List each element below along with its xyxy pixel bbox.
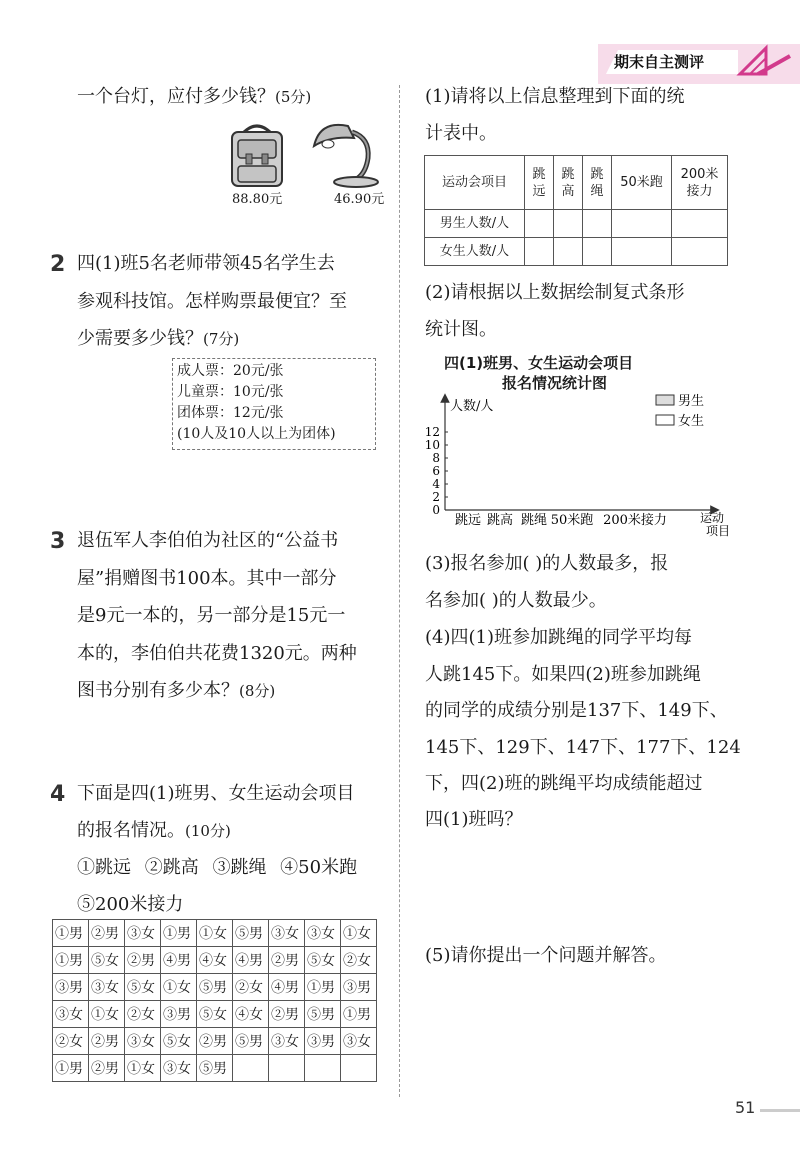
raw-cell: ②男 (269, 1001, 305, 1028)
x-category-label: 跳远 (454, 513, 482, 528)
raw-cell: ③女 (269, 1028, 305, 1055)
stat-row-boys: 男生人数/人 (425, 210, 525, 238)
raw-cell: ⑤男 (233, 920, 269, 947)
q3-text-5: 图书分别有多少本？ (77, 680, 239, 701)
stat-cell[interactable] (612, 238, 672, 266)
q4-number: 4 (50, 782, 66, 807)
q4-score: (10分) (185, 822, 231, 840)
y-axis-label: 人数/人 (450, 399, 494, 414)
stat-cell[interactable] (525, 238, 554, 266)
q2-score: (7分) (203, 330, 240, 348)
y-tick-label: 6 (432, 464, 440, 478)
q2-number: 2 (50, 252, 66, 277)
q3-line-4: 本的，李伯伯共花费1320元。两种 (77, 643, 357, 664)
x-category-label: 200米接力 (603, 513, 667, 528)
page-number: 51 (735, 1098, 756, 1117)
raw-cell: ②女 (125, 1001, 161, 1028)
stat-header-50m: 50米跑 (612, 156, 672, 210)
price-lamp: 46.90元 (334, 192, 385, 207)
q3-line-5 (77, 672, 275, 710)
raw-cell: ③男 (341, 974, 377, 1001)
q1-text: 一个台灯，应付多少钱？ (77, 86, 275, 107)
raw-cell: ③女 (89, 974, 125, 1001)
raw-cell: ①女 (197, 920, 233, 947)
raw-cell: ③女 (161, 1055, 197, 1082)
ticket-child: 儿童票：10元/张 (177, 384, 284, 400)
p4-line-5: 下，四(2)班的跳绳平均成绩能超过 (425, 773, 703, 794)
statistics-table (424, 155, 728, 266)
ticket-adult: 成人票：20元/张 (177, 363, 284, 379)
stat-cell[interactable] (525, 210, 554, 238)
raw-cell: ⑤男 (197, 974, 233, 1001)
p2-line-2: 统计图。 (425, 319, 497, 340)
raw-cell: ②男 (197, 1028, 233, 1055)
q4-items-1: ①跳远 ②跳高 ③跳绳 ④50米跑 (77, 857, 358, 878)
raw-cell: ③女 (305, 920, 341, 947)
x-axis-label-2: 项目 (706, 524, 731, 538)
y-tick-label: 12 (424, 425, 440, 439)
raw-cell: ①男 (53, 1055, 89, 1082)
raw-cell: ①女 (161, 974, 197, 1001)
chart-title-2: 报名情况统计图 (502, 374, 608, 392)
x-category-label: 50米跑 (550, 513, 594, 528)
raw-cell: ⑤女 (125, 974, 161, 1001)
raw-cell: ①女 (125, 1055, 161, 1082)
raw-cell: ③女 (125, 1028, 161, 1055)
ticket-group: 团体票：12元/张 (177, 405, 284, 421)
raw-cell: ④男 (161, 947, 197, 974)
raw-cell: ①男 (53, 920, 89, 947)
q3-score: (8分) (239, 682, 276, 700)
p4-line-6: 四(1)班吗？ (425, 809, 523, 830)
stat-cell[interactable] (672, 210, 728, 238)
chart-title-1: 四(1)班男、女生运动会项目 (444, 354, 634, 372)
raw-cell: ①男 (341, 1001, 377, 1028)
raw-row (53, 920, 377, 947)
q1-score: (5分) (275, 88, 312, 106)
raw-cell: ③女 (125, 920, 161, 947)
raw-cell: ①男 (161, 920, 197, 947)
raw-cell (269, 1055, 305, 1082)
y-tick-label: 2 (432, 490, 440, 504)
raw-cell: ③男 (161, 1001, 197, 1028)
raw-cell: ⑤女 (161, 1028, 197, 1055)
q3-number: 3 (50, 529, 66, 554)
y-tick-label: 0 (432, 503, 440, 517)
p4-line-1: (4)四(1)班参加跳绳的同学平均每 (425, 627, 692, 648)
legend-swatch-boys (656, 395, 674, 405)
raw-data-table (52, 919, 377, 1082)
q2-line-1: 四(1)班5名老师带领45名学生去 (77, 253, 335, 274)
ticket-price-box (172, 358, 376, 450)
stat-header-200m: 200米 接力 (672, 156, 728, 210)
raw-cell: ⑤男 (305, 1001, 341, 1028)
stat-row-girls: 女生人数/人 (425, 238, 525, 266)
raw-row (53, 947, 377, 974)
q3-line-2: 屋”捐赠图书100本。其中一部分 (77, 568, 337, 589)
raw-cell (305, 1055, 341, 1082)
raw-cell: ⑤男 (233, 1028, 269, 1055)
stat-cell[interactable] (672, 238, 728, 266)
p2-line-1: (2)请根据以上数据绘制复式条形 (425, 282, 685, 303)
legend-swatch-girls (656, 415, 674, 425)
q3-line-1: 退伍军人李伯伯为社区的“公益书 (77, 530, 339, 551)
stat-header-high-jump: 跳 高 (554, 156, 583, 210)
stat-cell[interactable] (612, 210, 672, 238)
p1-line-1: (1)请将以上信息整理到下面的统 (425, 86, 685, 107)
q4-text-2: 的报名情况。 (77, 820, 185, 841)
raw-cell: ②女 (53, 1028, 89, 1055)
p4-line-4: 145下、129下、147下、177下、124 (425, 737, 741, 758)
raw-cell: ①女 (341, 920, 377, 947)
price-bag: 88.80元 (232, 192, 283, 207)
raw-row (53, 1001, 377, 1028)
raw-cell: ④女 (197, 947, 233, 974)
raw-cell: ③女 (341, 1028, 377, 1055)
ruler-triangle-icon (736, 44, 796, 78)
raw-cell: ④女 (233, 1001, 269, 1028)
x-category-label: 跳高 (486, 513, 514, 528)
stat-cell[interactable] (554, 210, 583, 238)
raw-cell (341, 1055, 377, 1082)
legend-label-girls: 女生 (678, 414, 705, 429)
p5-line: (5)请你提出一个问题并解答。 (425, 945, 667, 966)
raw-cell: ④男 (233, 947, 269, 974)
schoolbag-icon (222, 120, 292, 190)
stat-header-long-jump: 跳 远 (525, 156, 554, 210)
column-divider (399, 85, 400, 1097)
stat-cell[interactable] (583, 210, 612, 238)
p1-line-2: 计表中。 (425, 123, 497, 144)
stat-header-rope: 跳 绳 (583, 156, 612, 210)
bar-chart (420, 392, 740, 542)
raw-cell: ①男 (53, 947, 89, 974)
y-tick-label: 10 (424, 438, 440, 452)
q3-line-3: 是9元一本的，另一部分是15元一 (77, 605, 346, 626)
raw-row (53, 1028, 377, 1055)
raw-cell: ③男 (53, 974, 89, 1001)
p3-line-2: 名参加( )的人数最少。 (425, 590, 607, 611)
page-decoration-bar (760, 1109, 800, 1112)
raw-cell: ⑤女 (89, 947, 125, 974)
raw-cell (233, 1055, 269, 1082)
p4-line-2: 人跳145下。如果四(2)班参加跳绳 (425, 664, 701, 685)
raw-cell: ②女 (233, 974, 269, 1001)
y-tick-label: 4 (432, 477, 440, 491)
x-category-label: 跳绳 (520, 513, 548, 528)
q4-items-2: ⑤200米接力 (77, 894, 184, 915)
desk-lamp-icon (306, 116, 386, 190)
raw-cell: ③女 (269, 920, 305, 947)
legend-label-boys: 男生 (678, 394, 705, 409)
raw-cell: ⑤女 (305, 947, 341, 974)
raw-cell: ①女 (89, 1001, 125, 1028)
stat-cell[interactable] (554, 238, 583, 266)
p4-line-3: 的同学的成绩分别是137下、149下、 (425, 700, 728, 721)
stat-cell[interactable] (583, 238, 612, 266)
raw-cell: ③女 (53, 1001, 89, 1028)
raw-cell: ④男 (269, 974, 305, 1001)
header-title: 期末自主测评 (614, 53, 705, 71)
q4-line-1: 下面是四(1)班男、女生运动会项目 (77, 783, 355, 804)
q2-line-3 (77, 320, 239, 358)
raw-cell: ②男 (89, 1055, 125, 1082)
raw-row (53, 1055, 377, 1082)
raw-cell: ②男 (269, 947, 305, 974)
y-tick-label: 8 (432, 451, 440, 465)
q1-line (77, 78, 311, 116)
x-axis-label-1: 运动 (700, 511, 725, 525)
stat-header-item: 运动会项目 (425, 156, 525, 210)
raw-cell: ③男 (305, 1028, 341, 1055)
raw-cell: ①男 (305, 974, 341, 1001)
raw-cell: ②男 (89, 1028, 125, 1055)
raw-row (53, 974, 377, 1001)
raw-cell: ②女 (341, 947, 377, 974)
ticket-group-note: (10人及10人以上为团体) (177, 426, 336, 442)
raw-cell: ⑤女 (197, 1001, 233, 1028)
raw-cell: ②男 (89, 920, 125, 947)
raw-cell: ②男 (125, 947, 161, 974)
q4-line-2 (77, 812, 231, 850)
q2-text-3: 少需要多少钱？ (77, 328, 203, 349)
q2-line-2: 参观科技馆。怎样购票最便宜？至 (77, 291, 347, 312)
p3-line-1: (3)报名参加( )的人数最多，报 (425, 553, 669, 574)
raw-cell: ⑤男 (197, 1055, 233, 1082)
